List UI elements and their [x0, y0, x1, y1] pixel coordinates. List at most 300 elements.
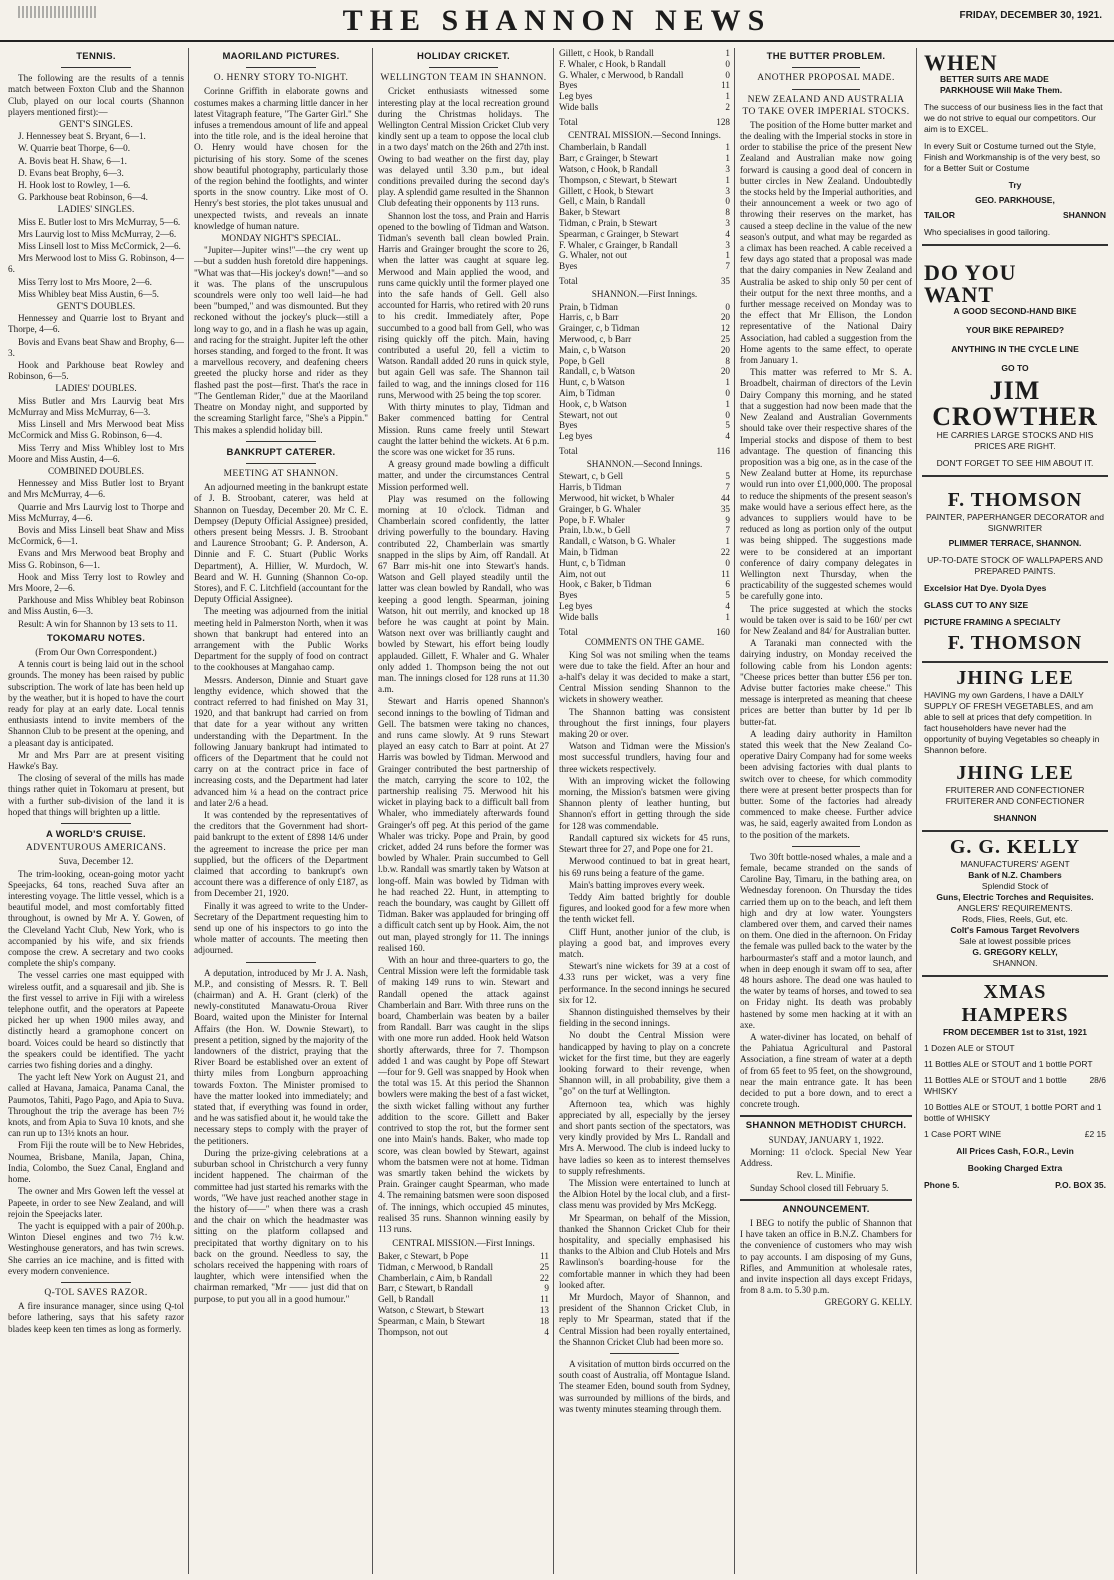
bankrupt-heading: BANKRUPT CATERER.	[226, 446, 336, 458]
paragraph: Cliff Hunt, another junior of the club, is playing a good bat, and improves every match.	[559, 926, 730, 959]
hamper-item-label: 1 Case PORT WINE	[924, 1129, 1002, 1139]
scorecard-row	[559, 312, 730, 323]
gents-singles-list	[8, 131, 184, 203]
scorecard-row	[559, 153, 730, 164]
paragraph: Shannon lost the toss, and Prain and Harris opened to the bowling of Tidman and Watson. Tidman's seventh ball clean bowled Prain. Harris and Grainger brought the score to 26, when the latter was caught at square leg. Merwood and Main applied the wood, and runs came quickly until the former played one into the safe hands of Gell. Gell also accounted for Harris, who retired with 20 runs to his credit. Immediately after, Pope succumbed to a good ball from Gell, who was rising quickly off the pitch. Main, having contributed a useful 20, fell a victim to Watson. Randall added 20 runs in quick style, but again Gell was safe. The Shannon tail failed to wag, and the innings closed for 116 runs, Merwood with 25 being the top scorer.	[378, 210, 549, 400]
ladies-doubles-heading: LADIES' DOUBLES.	[55, 383, 137, 394]
scorecard-row	[559, 70, 730, 81]
batsman: Aim, not out	[559, 568, 606, 579]
result-line: Hennessey and Miss Butler lost to Bryant and Mrs McMurray, 4—6.	[8, 478, 184, 500]
divider	[792, 89, 861, 90]
bankrupt-subheading: MEETING AT SHANNON.	[223, 468, 339, 479]
divider	[61, 823, 131, 824]
runs: 4	[544, 1326, 549, 1337]
runs: 9	[544, 1283, 549, 1294]
runs: 6	[725, 579, 730, 590]
ad-headline: JIM	[989, 376, 1041, 405]
ad-text: Sale at lowest possible prices	[959, 936, 1071, 946]
result-line: G. Parkhouse beat Robinson, 6—4.	[18, 192, 148, 203]
paragraph: A water-diviner has located, on behalf of the Pahiatua Agricultural and Pastoral Association, a fine stream of water at a depth of from 65 feet to 95 feet, on the showground, near the main entrance gate. It has been decided to put a bore down, and to erect a concrete trough.	[740, 1032, 912, 1110]
runs: 0	[725, 69, 730, 80]
scorecard-row	[559, 48, 730, 59]
batsman: Merwood, c, b Barr	[559, 333, 632, 344]
total-value: 128	[716, 116, 730, 127]
ad-text: UP-TO-DATE STOCK OF WALLPAPERS AND PREPARED PAINTS.	[927, 555, 1103, 576]
total-label: Total	[559, 275, 578, 286]
batsman: Leg byes	[559, 601, 593, 612]
ad-headline: XMAS	[983, 981, 1047, 1003]
scorecard-row	[559, 207, 730, 218]
runs: 0	[725, 557, 730, 568]
result-line: Miss E. Butler lost to Mrs McMurray, 5—6.	[18, 216, 181, 227]
paragraph: Mr and Mrs Parr are at present visiting Hawke's Bay.	[8, 749, 184, 771]
batsman: Hunt, c, b Watson	[559, 377, 625, 388]
ad-text: DON'T FORGET TO SEE HIM ABOUT IT.	[936, 458, 1094, 468]
ad-text: HE CARRIES LARGE STOCKS AND HIS PRICES ARE RIGHT.	[936, 430, 1094, 451]
comments-heading: COMMENTS ON THE GAME.	[584, 637, 705, 648]
church-minister: Rev. L. Minifie.	[796, 1170, 856, 1181]
scorecard-row	[559, 250, 730, 261]
total-value: 35	[720, 275, 730, 286]
ad-text: Splendid Stock of	[981, 881, 1049, 891]
scorecard-row	[559, 175, 730, 186]
runs: 7	[725, 261, 730, 272]
scorecard	[378, 1236, 549, 1337]
ad-headline: JHING LEE	[956, 762, 1074, 784]
runs: 3	[725, 217, 730, 228]
ad-text: TAILOR	[924, 210, 956, 220]
batsman: Randall, c, b Watson	[559, 366, 635, 377]
runs: 11	[721, 80, 730, 91]
ad-text: G. GREGORY KELLY,	[972, 947, 1058, 957]
tokomaru-byline: (From Our Own Correspondent.)	[35, 646, 157, 657]
result-line: Miss Whibley beat Miss Austin, 6—5.	[18, 288, 159, 299]
result-line: Hook and Parkhouse beat Rowley and Robinson, 6—5.	[8, 360, 184, 382]
result-line: Result: A win for Shannon by 13 sets to 11.	[18, 618, 178, 629]
column-4	[559, 48, 730, 1574]
paragraph: The trim-looking, ocean-going motor yacht Speejacks, 64 tons, reached Suva after an interesting voyage. The little vessel, which is a beautiful model, and most comfortably fitted throughout, is owned by Mr A. Y. Gowen, of the Cleveland Yacht Club, New York, who is accompanied by his wife, and six friends compose the crew. A secretary and two cooks complete the ship's company.	[8, 868, 184, 969]
runs: 1	[725, 48, 730, 58]
ad-text: Excelsior Hat Dye. Dyola Dyes	[924, 583, 1047, 593]
ladies-singles-heading: LADIES' SINGLES.	[57, 204, 135, 215]
scorecard-row	[559, 558, 730, 569]
special-heading: MONDAY NIGHT'S SPECIAL.	[221, 233, 341, 244]
result-line: Bovis and Evans beat Shaw and Brophy, 6—3.	[8, 336, 184, 358]
paragraph: The closing of several of the mills has made things rather quiet in Tokomaru at present, but with a further sub-division of the land it is hoped that things will brighten up a little.	[8, 773, 184, 817]
scorecard-row	[559, 601, 730, 612]
result-line: Miss Butler and Mrs Laurvig beat Mrs McMurray and Miss McMurray, 6—3.	[8, 395, 184, 417]
result-line: Miss Terry lost to Mrs Moore, 2—6.	[18, 276, 152, 287]
ad-text: PARKHOUSE Will Make Them.	[940, 85, 1063, 95]
runs: 5	[725, 471, 730, 482]
scorecard-row	[559, 218, 730, 229]
ad-headline: HAMPERS	[961, 1004, 1069, 1026]
tennis-heading: TENNIS.	[76, 51, 116, 62]
scorecard-row	[559, 536, 730, 547]
ad-text: YOUR BIKE REPAIRED?	[965, 325, 1065, 335]
maoriland-subheading: O. HENRY STORY TO-NIGHT.	[213, 73, 349, 84]
scorecard-row	[559, 302, 730, 313]
result-line: Bovis and Miss Linsell beat Shaw and Miss McCormick, 6—1.	[8, 524, 184, 547]
runs: 8	[725, 355, 730, 366]
result-line: Mrs Merwood lost to Miss G. Robinson, 4—6.	[8, 253, 184, 275]
result-line: Parkhouse and Miss Whibley beat Robinson and Miss Austin, 6—3.	[8, 595, 184, 617]
batsman: Gillett, c Hook, b Stewart	[559, 185, 654, 196]
ad-headline: CROWTHER	[932, 402, 1098, 431]
paragraph: A greasy ground made bowling a difficult matter, and under the circumstances Central Mission performed well.	[378, 459, 549, 492]
gents-doubles-heading: GENT'S DOUBLES.	[56, 301, 136, 312]
cruise-heading: A WORLD'S CRUISE.	[46, 829, 146, 840]
scorecard-row	[559, 356, 730, 367]
runs: 3	[725, 185, 730, 196]
scorecard-row	[559, 366, 730, 377]
combined-doubles-heading: COMBINED DOUBLES.	[48, 465, 144, 476]
batsman: Prain, l.b.w., b Gell	[559, 525, 631, 536]
column-2	[194, 48, 368, 1574]
total-value: 160	[716, 626, 730, 637]
ad-headline: F. THOMSON	[947, 489, 1083, 511]
batsman: Grainger, c, b Tidman	[559, 323, 640, 334]
ad-text: PLIMMER TERRACE, SHANNON.	[948, 538, 1082, 548]
batsman: Spearman, c Grainger, b Stewart	[559, 228, 679, 239]
runs: 11	[540, 1250, 549, 1261]
batsman: Byes	[559, 590, 578, 601]
batsman: F. Whaler, c Hook, b Randall	[559, 58, 666, 69]
scorecard-row	[559, 482, 730, 493]
scorecard-row	[559, 579, 730, 590]
batsman: Aim, b Tidman	[559, 387, 615, 398]
butter-subheading-2: NEW ZEALAND AND AUSTRALIA TO TAKE OVER IMPERIAL STOCKS.	[742, 95, 910, 117]
paragraph: The yacht left New York on August 21, and called at Havana, Jamaica, Panama Canal, the Paumotos, Tahiti, Pago Pago, and Apia to Suva. Throughout the trip the average has been 7½ knots, and from Apia to Suva 10 knots, and she can run up to 13½ knots an hour.	[8, 1072, 184, 1139]
column-rule	[372, 48, 373, 1574]
runs: 0	[725, 58, 730, 69]
scorecard-row	[378, 1327, 549, 1338]
paragraph: A leading dairy authority in Hamilton stated this week that the New Zealand Co-operative Dairy Company had for some weeks been advising factories with dual plants to switch over to cheese, for which commodity there were at present better prospects than for butter. Some of the factories had already commenced to make cheese. Further advice was, he said, eagerly awaited from London as to the position of the markets.	[740, 728, 912, 840]
scorecard-row	[559, 261, 730, 272]
scorecard-heading: CENTRAL MISSION.—Second Innings.	[568, 129, 721, 140]
scorecard-row	[378, 1262, 549, 1273]
column-1	[8, 48, 184, 1574]
ad-text: FRUITERER AND CONFECTIONER	[945, 785, 1085, 795]
paragraph: Corinne Griffith in elaborate gowns and costumes makes a charming little dancer in her latest Vitagraph feature, "The Garter Girl." She infuses a tremendous amount of life and appeal into the title role, and is the ideal heroine that O. Henry would have chosen for the picturising of his story. Some of the scenes show beautiful photography, particularly those of the region behind the footlights, and winter sports in the snow country. Like most of O. Henry's best stories, the plot takes unusual and unexpected twists, and reveals an innate knowledge of human nature.	[194, 86, 368, 231]
ad-text: PICTURE FRAMING A SPECIALTY	[924, 617, 1061, 627]
batsman: Tidman, c Prain, b Stewart	[559, 217, 658, 228]
ad-thomson	[922, 477, 1108, 663]
runs: 1	[725, 536, 730, 547]
batsman: G. Whaler, c Merwood, b Randall	[559, 69, 684, 80]
scorecard-row	[559, 431, 730, 442]
batsman: Main, c, b Watson	[559, 344, 626, 355]
ad-text: A GOOD SECOND-HAND BIKE	[953, 306, 1077, 316]
paragraph: Morning: 11 o'clock. Special New Year Address.	[740, 1146, 912, 1169]
runs: 1	[725, 91, 730, 102]
batsman: Pope, b Gell	[559, 355, 605, 366]
advertisements-column	[922, 48, 1108, 1574]
batsman: Watson, c Hook, b Randall	[559, 163, 658, 174]
paragraph: With thirty minutes to play, Tidman and Baker commenced batting for Central Mission. Runs came freely until Stewart caught the latter behind the wickets. At 6 p.m. the score was one wicket for 35 runs.	[378, 402, 549, 457]
runs: 5	[725, 420, 730, 431]
ad-kelly	[922, 832, 1108, 977]
scorecard-row	[559, 240, 730, 251]
ad-text: ANGLERS' REQUIREMENTS.	[957, 903, 1073, 913]
paragraph: "Jupiter—Jupiter wins!"—the cry went up—but a sudden hush foretold dire happenings. "What was that—His jockey's down!"—and so it was. The plans of the unscrupulous scoundrels were only too well laid—he had been "bumped," and was dismounted. But they reckoned without the jockey's pluck—still a long way to go, and in a flash he was up again, and racing for the straight. Jupiter left the other horses standing, and forged to the front. It was a marvellous recovery, and deafening cheers greeted the plucky horse and rider as they flashed past the post—first. That's the race in "The Gentleman Rider," due at the Maoriland Theatre on Monday night, and supported by the screaming Starlight farce, "She's a Pippin." This makes a splendid holiday bill.	[194, 245, 368, 435]
paragraph: This matter was referred to Mr S. A. Broadbelt, chairman of directors of the Levin Dairy Company this morning, and he stated that a suggestion had now been made that the New Zealand and Australian Governments should take over their respective shares of the Imperial stocks and dispose of them to best advantage. The question of financing this proposition was a big one, as in the case of the New Zealand butter at Home, its repurchase would run into over £1,000,000. The proposal to reduce the shipments of the present season's make would have a serious effect here, as the advances to suppliers would have to be reduced as long as portion only of the output was being shipped. The suggestions made were to be considered at an important conference of dairy company delegates in Wellington next Thursday, when the practicability of the suggested schemes would be carefully gone into.	[740, 367, 912, 602]
batsman: Grainger, b G. Whaler	[559, 503, 641, 514]
runs: 7	[725, 482, 730, 493]
runs: 1	[725, 250, 730, 261]
divider	[246, 463, 316, 464]
result-line: Hennessey and Quarrie lost to Bryant and Thorpe, 4—6.	[8, 313, 184, 335]
combined-doubles-list	[8, 478, 184, 630]
paragraph: Shannon distinguished themselves by their fielding in the second innings.	[559, 1006, 730, 1029]
result-line: Miss Linsell and Mrs Merwood beat Miss McCormick and Miss G. Robinson, 6—4.	[8, 419, 184, 441]
runs: 18	[539, 1315, 549, 1326]
scorecard-row	[559, 471, 730, 482]
result-line: Miss Linsell lost to Miss McCormick, 2—6.	[18, 241, 181, 252]
scorecard-row	[378, 1251, 549, 1262]
runs: 13	[539, 1304, 549, 1315]
paragraph: The price suggested at which the stocks would be taken over is said to be 160/ per cwt for New Zealand and 84/ for Australian butter.	[740, 603, 912, 636]
gents-singles-heading: GENT'S SINGLES.	[59, 119, 133, 130]
batsman: Leg byes	[559, 91, 593, 102]
ad-text: GO TO	[1001, 363, 1029, 373]
ad-text: FROM DECEMBER 1st to 31st, 1921	[942, 1027, 1088, 1037]
paragraph: The owner and Mrs Gowen left the vessel at Papeete, in order to see New Zealand, and will rejoin the Speejacks later.	[8, 1186, 184, 1219]
hamper-item-label: 11 Bottles ALE or STOUT and 1 bottle PORT	[924, 1059, 1093, 1069]
ad-text: In every Suit or Costume turned out the Style, Finish and Workmanship is of the very best, so for a Better Suit or Costume	[924, 141, 1101, 173]
scorecard-row	[559, 334, 730, 345]
batsman: G. Whaler, not out	[559, 250, 628, 261]
batsman: Harris, c, b Barr	[559, 312, 619, 323]
scorecard-row	[559, 80, 730, 91]
batsman: Baker, c Stewart, b Pope	[378, 1250, 469, 1261]
ad-text: Booking Charged Extra	[967, 1163, 1063, 1173]
batsman: Prain, b Tidman	[559, 301, 618, 312]
paragraph: Teddy Aim batted brightly for double figures, and looked good for a few more when the tenth wicket fell.	[559, 891, 730, 925]
ad-headline: WHEN	[924, 50, 998, 75]
batsman: Byes	[559, 261, 578, 272]
batsman: Gell, b Randall	[378, 1294, 434, 1305]
runs: 11	[540, 1294, 549, 1305]
scorecard-row	[559, 410, 730, 421]
ad-text: Bank of N.Z. Chambers	[968, 870, 1062, 880]
runs: 44	[720, 493, 730, 504]
batsman: Hook, c Baker, b Tidman	[559, 579, 652, 590]
hamper-item-label: 10 Bottles ALE or STOUT, 1 bottle PORT and 1 bottle of WHISKY	[924, 1102, 1102, 1123]
divider	[246, 67, 316, 68]
scorecard-row	[559, 388, 730, 399]
paragraph: Randall captured six wickets for 45 runs, Stewart three for 27, and Pope one for 21.	[559, 832, 730, 855]
tennis-intro: The following are the results of a tennis match between Foxton Club and the Shannon Club, played on our local courts (Shannon players mentioned first):—	[8, 73, 184, 117]
scorecard-row	[559, 164, 730, 175]
church-date: SUNDAY, JANUARY 1, 1922.	[768, 1134, 884, 1145]
batsman: Stewart, not out	[559, 409, 618, 420]
paragraph: Afternoon tea, which was highly appreciated by all, especially by the jersey and short pants section of the spectators, was very kindly provided by Mrs L. Randall and Mrs A. Merwood. The club is indeed lucky to have ladies so keen as to interest themselves to supply refreshments.	[559, 1098, 730, 1176]
paragraph: Sunday School closed till February 5.	[750, 1182, 889, 1193]
column-rule	[553, 48, 554, 1574]
ad-text: The success of our business lies in the fact that we do not strive to equal our competitors. Our aim is to EXCEL.	[924, 102, 1103, 134]
runs: 35	[720, 503, 730, 514]
runs: 20	[720, 312, 730, 323]
scorecard-row	[559, 515, 730, 526]
divider	[792, 846, 861, 847]
hamper-item	[924, 1075, 1106, 1097]
scorecard-row	[559, 547, 730, 558]
scorecard-row	[378, 1283, 549, 1294]
runs: 11	[721, 568, 730, 579]
runs: 1	[725, 174, 730, 185]
scorecard-row	[559, 323, 730, 334]
ad-text: FRUITERER AND CONFECTIONER	[945, 796, 1085, 806]
runs: 1	[725, 611, 730, 622]
batsman: Byes	[559, 80, 578, 91]
paragraph: Cricket enthusiasts witnessed some interesting play at the local recreation ground during the Christmas holidays. The Wellington Central Mission Cricket Club very kindly sent up a team to oppose the local club in a two days' match on the 26th and 27th inst. Owing to bad weather on the first day, play was delayed until 3.30 p.m., but ideal conditions prevailed during the second day's play. A splendid game resulted in the Shannon Club defeating their opponents by 113 runs.	[378, 86, 549, 209]
batsman: Wide balls	[559, 611, 599, 622]
ad-text: MANUFACTURERS' AGENT	[960, 859, 1070, 869]
batsman: Harris, b Tidman	[559, 482, 622, 493]
hamper-item-label: 11 Bottles ALE or STOUT and 1 bottle WHISKY	[924, 1075, 1067, 1096]
butter-subheading: ANOTHER PROPOSAL MADE.	[757, 73, 895, 84]
tokomaru-heading: TOKOMARU NOTES.	[46, 632, 146, 644]
batsman: Stewart, c, b Gell	[559, 471, 624, 482]
qtol-heading: Q-TOL SAVES RAZOR.	[44, 1287, 148, 1298]
batsman: Watson, c Stewart, b Stewart	[378, 1304, 484, 1315]
result-line: Evans and Mrs Merwood beat Brophy and Miss G. Robinson, 6—1.	[8, 548, 184, 570]
batsman: Hunt, c, b Tidman	[559, 557, 626, 568]
scorecard-row	[559, 504, 730, 515]
scorecard-row	[559, 142, 730, 153]
ad-text: BETTER SUITS ARE MADE	[940, 74, 1049, 84]
scorecard-row	[559, 186, 730, 197]
batsman: Chamberlain, c Aim, b Randall	[378, 1272, 493, 1283]
hamper-item-price: £2 15	[1084, 1129, 1106, 1139]
gents-doubles-list	[8, 313, 184, 382]
runs: 2	[725, 101, 730, 112]
batsman: Tidman, c Merwood, b Randall	[378, 1261, 494, 1272]
scorecard-row	[378, 1316, 549, 1327]
total-label: Total	[559, 445, 578, 456]
result-line: Quarrie and Mrs Laurvig lost to Thorpe and Miss McMurray, 4—6.	[8, 501, 184, 523]
paragraph: No doubt the Central Mission were handicapped by having to play on a concrete wicket for the first time, but they are eagerly looking forward to their revenge, when Shannon will, in all probability, give them a "go" on the turf at Wellington.	[559, 1030, 730, 1097]
result-line: Mrs Laurvig lost to Miss McMurray, 2—6.	[18, 228, 177, 239]
paragraph: From Fiji the route will be to New Hebrides, Noumea, Brisbane, Manila, Japan, China, India, Colombo, the Suez Canal, England and home.	[8, 1140, 184, 1185]
scorecard-row	[378, 1305, 549, 1316]
paragraph: A fire insurance manager, since using Q-tol before lathering, says that his safety razor blades keep keen ten times as long as formerly.	[8, 1301, 184, 1334]
paragraph: The yacht is equipped with a pair of 200h.p. Winton Diesel engines and two 7½ k.w. Westinghouse generators, and has twin screws. She carries an ice machine, and is fitted with every modern convenience.	[8, 1220, 184, 1276]
scorecard-row	[559, 569, 730, 580]
hamper-price-list	[924, 1043, 1106, 1140]
runs: 25	[539, 1261, 549, 1272]
scorecard-row	[559, 420, 730, 431]
ad-headline: DO YOU	[924, 260, 1017, 285]
announcement-signature: GREGORY G. KELLY.	[824, 1297, 912, 1308]
scorecard-row	[378, 1294, 549, 1305]
ad-headline: F. THOMSON	[947, 632, 1083, 654]
batsman: Barr, c Grainger, b Stewart	[559, 153, 658, 164]
ad-text: Colt's Famous Target Revolvers	[950, 925, 1080, 935]
divider	[429, 67, 497, 68]
scorecard-row	[378, 1273, 549, 1284]
divider	[61, 67, 131, 68]
cruise-subheading: ADVENTUROUS AMERICANS.	[25, 843, 167, 854]
ad-text: PAINTER, PAPERHANGER DECORATOR and SIGNWRITER	[926, 512, 1104, 533]
runs: 1	[725, 142, 730, 153]
divider	[740, 1199, 912, 1201]
batsman: Spearman, c Main, b Stewart	[378, 1315, 485, 1326]
paragraph: The Mission were entertained to lunch at the Albion Hotel by the local club, and a first-class menu was provided by Mrs McKegg.	[559, 1177, 730, 1211]
butter-heading: THE BUTTER PROBLEM.	[766, 51, 886, 62]
runs: 0	[725, 409, 730, 420]
paragraph: King Sol was not smiling when the teams were due to take the field. After an hour and a-half's delay it was decided to make a start, Central Mission sending Shannon to the wickets in showery weather.	[559, 649, 730, 705]
scorecard-heading: SHANNON.—First Innings.	[591, 288, 698, 299]
ad-parkhouse	[922, 48, 1108, 246]
runs: 22	[539, 1272, 549, 1283]
runs: 4	[725, 431, 730, 442]
divider	[246, 441, 316, 442]
ad-row	[924, 1180, 1106, 1191]
ad-text: Who specialises in good tailoring.	[924, 227, 1051, 237]
church-heading: SHANNON METHODIST CHURCH.	[745, 1120, 907, 1132]
hamper-item	[924, 1102, 1106, 1124]
hamper-item-price: 28/6	[1089, 1075, 1106, 1085]
runs: 1	[725, 153, 730, 164]
runs: 4	[725, 601, 730, 612]
runs: 5	[725, 590, 730, 601]
result-line: Hook and Miss Terry lost to Rowley and Mrs Moore, 2—6.	[8, 571, 184, 593]
batsman: Main, b Tidman	[559, 547, 618, 558]
divider	[246, 962, 316, 963]
divider	[61, 1282, 131, 1283]
paragraph: Watson and Tidman were the Mission's most successful trundlers, having four and three wickets respectively.	[559, 741, 730, 774]
paragraph: A visitation of mutton birds occurred on the south coast of Australia, off Montague Island. The steamer Eden, bound south from Sydney, was surrounded by millions of the birds, and was twenty minutes steaming through them.	[559, 1359, 730, 1414]
scorecard	[559, 48, 730, 637]
paragraph: The position of the Home butter market and the dealing with the Imperial stocks in store in order to stabilise the price of the present New Zealand and Australian make now going forward is causing a good deal of concern in butter circles in New Zealand. Undoubtedly the stocks held by the Imperial authorities, and their announcement a week or two ago of throwing their reserves on the market, has caused a steep decline in the value of the new season's output, and what may be regarded as a climax has been reached. A cable received a few days ago stated that a proposal was made that the dairy companies in New Zealand and Australia be asked to ship only 50 per cent of their output for the next three months, and a further message received on Monday was to the effect that Mr Ellison, the London representative of the National Dairy Association, had cabled a suggestion from the Home agents to the same effect, to operate from January 1.	[740, 119, 912, 366]
paragraph: I BEG to notify the public of Shannon that I have taken an office in B.N.Z. Chambers for the convenience of customers who may wish to pay accounts. I am disposing of my Guns, Rifles, and Ammunition at wholesale rates, and invite inspection all days except Fridays, from 8 a.m. to 5.30 p.m.	[740, 1217, 912, 1296]
ad-text: SHANNON.	[992, 958, 1038, 968]
ad-text: Rods, Flies, Reels, Gut, etc.	[962, 914, 1068, 924]
ladies-doubles-list	[8, 396, 184, 465]
cricket-subheading: WELLINGTON TEAM IN SHANNON.	[380, 73, 547, 84]
runs: 4	[725, 228, 730, 239]
scorecard-row	[559, 377, 730, 388]
batsman: Gell, c Main, b Randall	[559, 196, 646, 207]
paragraph: With an improving wicket the following morning, the Mission's batsmen were giving Shannon plenty of leather hunting, but Shannon's effort in getting through the side for 128 was commendable.	[559, 775, 730, 831]
paragraph: An adjourned meeting in the bankrupt estate of J. B. Stroobant, caterer, was held at Shannon on Tuesday, December 20. Mr C. E. Dempsey (Deputy Official Assignee) presided, others present being Messrs. J. B. Stroobant and Laurence Stroobant; G. P. Anderson, A. Dinnie and F. C. Stuart (Public Works Department), A. Hillier, W. Murdoch, W. Beard and W. H. Gunning (Shannon Co-op. Stores), and F. C. Litchfield (accountant for the Deputy Official Assignee).	[194, 482, 368, 605]
newspaper-title: THE SHANNON NEWS	[342, 4, 772, 37]
paragraph: The meeting was adjourned from the initial meeting held in Palmerston North, when it was shown that bankrupt had entered into an arrangement with the Public Works Department for the supply of food on contract to the cookhouses at Mangahao camp.	[194, 606, 368, 673]
announcement-heading: ANNOUNCEMENT.	[782, 1203, 870, 1215]
ad-text: Try	[1008, 180, 1022, 190]
scorecard-row	[559, 229, 730, 240]
dateline: Suva, December 12.	[58, 856, 134, 867]
batsman: Randall, c Watson, b G. Whaler	[559, 536, 676, 547]
batsman: Baker, b Stewart	[559, 207, 621, 218]
issue-date: FRIDAY, DECEMBER 30, 1921.	[959, 10, 1102, 21]
column-rule	[188, 48, 189, 1574]
paragraph: Finally it was agreed to write to the Under-Secretary of the Department requesting him to send up one of his inspectors to go into the whole matter of accounts. The meeting then adjourned.	[194, 900, 368, 956]
paragraph: Main's batting improves every week.	[569, 879, 705, 890]
ad-row	[924, 210, 1106, 221]
ad-headline: JHING LEE	[956, 667, 1074, 689]
ad-text: P.O. BOX 35.	[1055, 1180, 1106, 1190]
total-label: Total	[559, 626, 578, 637]
result-line: J. Hennessey beat S. Bryant, 6—1.	[18, 131, 146, 142]
runs: 8	[725, 207, 730, 218]
runs: 0	[725, 387, 730, 398]
ad-text: Phone 5.	[924, 1180, 960, 1190]
runs: 12	[720, 323, 730, 334]
divider	[610, 1353, 678, 1354]
